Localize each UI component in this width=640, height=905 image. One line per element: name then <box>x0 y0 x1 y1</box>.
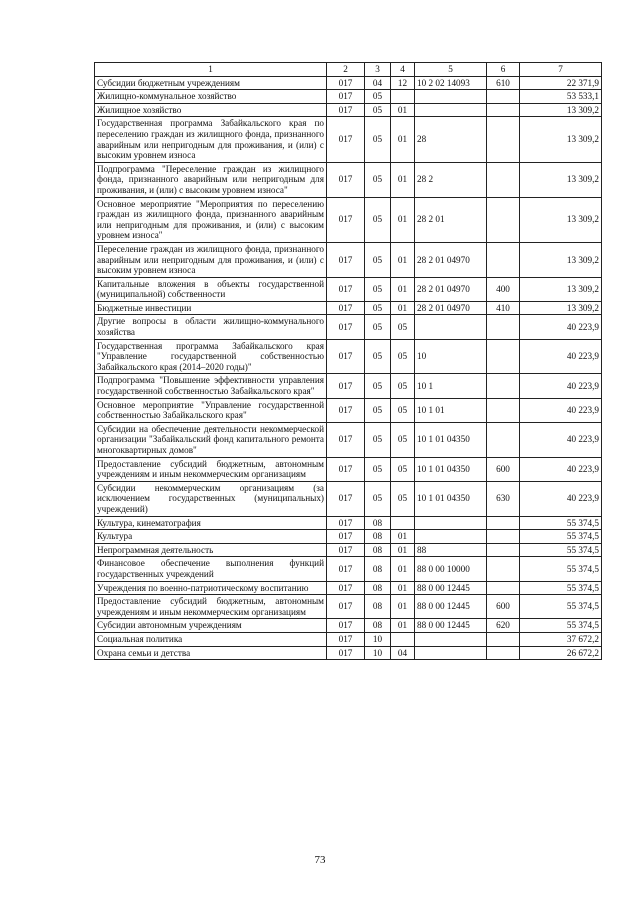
table-row <box>95 422 602 457</box>
row-pr-cell: 12 <box>391 76 415 90</box>
row-name-cell: Подпрограмма "Повышение эффективности управления государственной собственностью Забайкальского края" <box>95 374 327 398</box>
row-csr-cell: 10 1 01 <box>415 398 487 422</box>
table-row <box>95 581 602 595</box>
row-name-cell: Жилищно-коммунальное хозяйство <box>95 90 327 104</box>
row-sum-cell: 40 223,9 <box>520 398 602 422</box>
row-name-cell: Культура, кинематография <box>95 516 327 530</box>
row-ved-cell: 017 <box>327 162 365 197</box>
row-rz-cell: 05 <box>365 242 391 277</box>
row-ved-cell: 017 <box>327 90 365 104</box>
row-rz-cell: 05 <box>365 481 391 516</box>
row-name-cell: Учреждения по военно-патриотическому воспитанию <box>95 581 327 595</box>
row-csr-cell <box>415 315 487 339</box>
table-row <box>95 632 602 646</box>
row-name-cell: Подпрограмма "Переселение граждан из жилищного фонда, признанного аварийным или непригодным для проживания, и (или) с высоким уровнем износа" <box>95 162 327 197</box>
row-ved-cell: 017 <box>327 530 365 544</box>
row-name-cell: Социальная политика <box>95 632 327 646</box>
row-ved-cell: 017 <box>327 481 365 516</box>
row-name-cell: Переселение граждан из жилищного фонда, признанного аварийным или непригодным для проживания, и (или) с высоким уровнем износа <box>95 242 327 277</box>
table-row <box>95 103 602 117</box>
table-row <box>95 374 602 398</box>
row-pr-cell <box>391 632 415 646</box>
row-csr-cell: 10 1 01 04350 <box>415 457 487 481</box>
row-vr-cell <box>487 516 520 530</box>
table-row <box>95 90 602 104</box>
row-vr-cell <box>487 103 520 117</box>
header-col-6: 6 <box>487 63 520 77</box>
table-row <box>95 242 602 277</box>
row-ved-cell: 017 <box>327 76 365 90</box>
row-ved-cell: 017 <box>327 619 365 633</box>
row-rz-cell: 05 <box>365 339 391 374</box>
row-ved-cell: 017 <box>327 398 365 422</box>
row-pr-cell: 01 <box>391 301 415 315</box>
row-csr-cell: 88 <box>415 543 487 557</box>
row-ved-cell: 017 <box>327 557 365 581</box>
row-ved-cell: 017 <box>327 516 365 530</box>
row-vr-cell: 410 <box>487 301 520 315</box>
row-rz-cell: 08 <box>365 543 391 557</box>
row-sum-cell: 40 223,9 <box>520 339 602 374</box>
row-sum-cell: 40 223,9 <box>520 315 602 339</box>
row-name-cell: Жилищное хозяйство <box>95 103 327 117</box>
row-pr-cell: 05 <box>391 398 415 422</box>
row-csr-cell <box>415 530 487 544</box>
row-pr-cell: 05 <box>391 315 415 339</box>
header-col-4: 4 <box>391 63 415 77</box>
row-ved-cell: 017 <box>327 301 365 315</box>
table-row <box>95 315 602 339</box>
table-row <box>95 76 602 90</box>
row-sum-cell: 22 371,9 <box>520 76 602 90</box>
row-sum-cell: 55 374,5 <box>520 530 602 544</box>
row-pr-cell: 05 <box>391 339 415 374</box>
row-sum-cell: 13 309,2 <box>520 277 602 301</box>
row-name-cell: Охрана семьи и детства <box>95 646 327 660</box>
row-rz-cell: 05 <box>365 301 391 315</box>
row-ved-cell: 017 <box>327 422 365 457</box>
table-row <box>95 516 602 530</box>
row-sum-cell: 37 672,2 <box>520 632 602 646</box>
row-pr-cell: 01 <box>391 543 415 557</box>
row-sum-cell: 55 374,5 <box>520 619 602 633</box>
table-row <box>95 162 602 197</box>
row-rz-cell: 08 <box>365 595 391 619</box>
row-pr-cell: 05 <box>391 422 415 457</box>
row-vr-cell <box>487 557 520 581</box>
row-name-cell: Предоставление субсидий бюджетным, автономным учреждениям и иным некоммерческим организациям <box>95 457 327 481</box>
table-row <box>95 530 602 544</box>
row-vr-cell <box>487 117 520 162</box>
row-ved-cell: 017 <box>327 632 365 646</box>
row-vr-cell <box>487 543 520 557</box>
row-sum-cell: 40 223,9 <box>520 457 602 481</box>
row-rz-cell: 05 <box>365 315 391 339</box>
header-col-2: 2 <box>327 63 365 77</box>
row-ved-cell: 017 <box>327 117 365 162</box>
row-csr-cell: 28 2 01 <box>415 197 487 242</box>
table-row <box>95 646 602 660</box>
row-vr-cell <box>487 646 520 660</box>
row-pr-cell: 05 <box>391 481 415 516</box>
row-ved-cell: 017 <box>327 277 365 301</box>
row-csr-cell: 88 0 00 12445 <box>415 619 487 633</box>
row-sum-cell: 55 374,5 <box>520 557 602 581</box>
row-pr-cell: 01 <box>391 103 415 117</box>
row-csr-cell: 10 <box>415 339 487 374</box>
row-rz-cell: 10 <box>365 632 391 646</box>
row-rz-cell: 08 <box>365 530 391 544</box>
header-col-3: 3 <box>365 63 391 77</box>
table-row <box>95 197 602 242</box>
row-pr-cell <box>391 90 415 104</box>
row-pr-cell: 04 <box>391 646 415 660</box>
row-rz-cell: 08 <box>365 619 391 633</box>
row-sum-cell: 13 309,2 <box>520 162 602 197</box>
row-csr-cell: 28 2 01 04970 <box>415 277 487 301</box>
header-col-1: 1 <box>95 63 327 77</box>
table-row <box>95 398 602 422</box>
row-rz-cell: 05 <box>365 90 391 104</box>
header-row <box>95 63 602 77</box>
row-vr-cell <box>487 162 520 197</box>
row-rz-cell: 08 <box>365 557 391 581</box>
row-csr-cell: 28 2 01 04970 <box>415 242 487 277</box>
row-name-cell: Культура <box>95 530 327 544</box>
row-vr-cell <box>487 398 520 422</box>
row-sum-cell: 53 533,1 <box>520 90 602 104</box>
row-name-cell: Непрограммная деятельность <box>95 543 327 557</box>
row-ved-cell: 017 <box>327 543 365 557</box>
row-vr-cell: 630 <box>487 481 520 516</box>
table-row <box>95 277 602 301</box>
row-csr-cell <box>415 516 487 530</box>
row-rz-cell: 05 <box>365 197 391 242</box>
row-vr-cell <box>487 374 520 398</box>
row-name-cell: Финансовое обеспечение выполнения функций государственных учреждений <box>95 557 327 581</box>
row-vr-cell <box>487 315 520 339</box>
table-row <box>95 619 602 633</box>
row-sum-cell: 55 374,5 <box>520 595 602 619</box>
row-rz-cell: 08 <box>365 516 391 530</box>
row-pr-cell: 01 <box>391 242 415 277</box>
row-csr-cell: 10 1 01 04350 <box>415 481 487 516</box>
row-csr-cell <box>415 90 487 104</box>
row-name-cell: Бюджетные инвестиции <box>95 301 327 315</box>
row-ved-cell: 017 <box>327 581 365 595</box>
table-row <box>95 543 602 557</box>
row-sum-cell: 55 374,5 <box>520 543 602 557</box>
row-csr-cell: 10 1 01 04350 <box>415 422 487 457</box>
row-sum-cell: 13 309,2 <box>520 117 602 162</box>
row-pr-cell: 01 <box>391 595 415 619</box>
row-rz-cell: 05 <box>365 457 391 481</box>
row-pr-cell: 01 <box>391 530 415 544</box>
row-sum-cell: 13 309,2 <box>520 242 602 277</box>
table-row <box>95 117 602 162</box>
page-number: 73 <box>314 854 326 866</box>
row-vr-cell <box>487 339 520 374</box>
row-rz-cell: 05 <box>365 277 391 301</box>
row-pr-cell: 01 <box>391 117 415 162</box>
row-name-cell: Предоставление субсидий бюджетным, автономным учреждениям и иным некоммерческим организациям <box>95 595 327 619</box>
row-rz-cell: 05 <box>365 422 391 457</box>
row-pr-cell: 01 <box>391 162 415 197</box>
header-col-5: 5 <box>415 63 487 77</box>
row-pr-cell: 01 <box>391 581 415 595</box>
row-vr-cell <box>487 530 520 544</box>
row-csr-cell: 10 2 02 14093 <box>415 76 487 90</box>
row-sum-cell: 13 309,2 <box>520 197 602 242</box>
row-csr-cell <box>415 103 487 117</box>
row-name-cell: Субсидии автономным учреждениям <box>95 619 327 633</box>
row-name-cell: Государственная программа Забайкальского края "Управление государственной собственностью Забайкальского края (2014–2020 годы)" <box>95 339 327 374</box>
row-sum-cell: 40 223,9 <box>520 422 602 457</box>
row-vr-cell: 600 <box>487 457 520 481</box>
budget-table <box>94 62 602 660</box>
row-pr-cell: 05 <box>391 374 415 398</box>
row-sum-cell: 55 374,5 <box>520 516 602 530</box>
row-pr-cell: 01 <box>391 277 415 301</box>
row-vr-cell: 400 <box>487 277 520 301</box>
row-sum-cell: 13 309,2 <box>520 103 602 117</box>
row-name-cell: Субсидии бюджетным учреждениям <box>95 76 327 90</box>
row-rz-cell: 05 <box>365 398 391 422</box>
row-ved-cell: 017 <box>327 315 365 339</box>
row-vr-cell <box>487 632 520 646</box>
row-name-cell: Субсидии на обеспечение деятельности некоммерческой организации "Забайкальский фонд капитального ремонта многоквартирных домов" <box>95 422 327 457</box>
row-ved-cell: 017 <box>327 242 365 277</box>
row-csr-cell: 28 <box>415 117 487 162</box>
row-rz-cell: 05 <box>365 374 391 398</box>
row-ved-cell: 017 <box>327 457 365 481</box>
row-name-cell: Субсидии некоммерческим организациям (за исключением государственных (муниципальных) учреждений) <box>95 481 327 516</box>
row-ved-cell: 017 <box>327 339 365 374</box>
row-pr-cell: 05 <box>391 457 415 481</box>
row-vr-cell <box>487 242 520 277</box>
table-body <box>95 76 602 660</box>
row-csr-cell: 88 0 00 12445 <box>415 581 487 595</box>
row-csr-cell: 28 2 <box>415 162 487 197</box>
row-name-cell: Другие вопросы в области жилищно-коммунального хозяйства <box>95 315 327 339</box>
row-rz-cell: 05 <box>365 103 391 117</box>
row-sum-cell: 13 309,2 <box>520 301 602 315</box>
row-pr-cell <box>391 516 415 530</box>
row-ved-cell: 017 <box>327 103 365 117</box>
row-vr-cell: 610 <box>487 76 520 90</box>
row-ved-cell: 017 <box>327 374 365 398</box>
row-vr-cell: 600 <box>487 595 520 619</box>
row-sum-cell: 40 223,9 <box>520 481 602 516</box>
row-csr-cell: 10 1 <box>415 374 487 398</box>
row-rz-cell: 10 <box>365 646 391 660</box>
row-vr-cell <box>487 197 520 242</box>
row-csr-cell: 88 0 00 12445 <box>415 595 487 619</box>
row-sum-cell: 55 374,5 <box>520 581 602 595</box>
row-rz-cell: 08 <box>365 581 391 595</box>
table-row <box>95 339 602 374</box>
row-name-cell: Капитальные вложения в объекты государственной (муниципальной) собственности <box>95 277 327 301</box>
table-row <box>95 557 602 581</box>
table-row <box>95 301 602 315</box>
row-rz-cell: 04 <box>365 76 391 90</box>
row-vr-cell <box>487 90 520 104</box>
row-vr-cell: 620 <box>487 619 520 633</box>
row-csr-cell <box>415 632 487 646</box>
row-vr-cell <box>487 422 520 457</box>
row-ved-cell: 017 <box>327 595 365 619</box>
table-row <box>95 595 602 619</box>
row-csr-cell: 28 2 01 04970 <box>415 301 487 315</box>
table-row <box>95 457 602 481</box>
row-rz-cell: 05 <box>365 117 391 162</box>
row-rz-cell: 05 <box>365 162 391 197</box>
header-col-7: 7 <box>520 63 602 77</box>
row-ved-cell: 017 <box>327 197 365 242</box>
row-name-cell: Государственная программа Забайкальского края по переселению граждан из жилищного фонда, признанного аварийным или непригодным для проживания, и (или) с высоким уровнем износа <box>95 117 327 162</box>
row-pr-cell: 01 <box>391 557 415 581</box>
row-csr-cell: 88 0 00 10000 <box>415 557 487 581</box>
row-pr-cell: 01 <box>391 197 415 242</box>
row-sum-cell: 40 223,9 <box>520 374 602 398</box>
row-name-cell: Основное мероприятие "Управление государственной собственностью Забайкальского края" <box>95 398 327 422</box>
row-csr-cell <box>415 646 487 660</box>
row-name-cell: Основное мероприятие "Мероприятия по переселению граждан из жилищного фонда, признанного аварийным или непригодным для проживания, и (или) с высоким уровнем износа" <box>95 197 327 242</box>
row-vr-cell <box>487 581 520 595</box>
row-pr-cell: 01 <box>391 619 415 633</box>
row-sum-cell: 26 672,2 <box>520 646 602 660</box>
table-row <box>95 481 602 516</box>
row-ved-cell: 017 <box>327 646 365 660</box>
